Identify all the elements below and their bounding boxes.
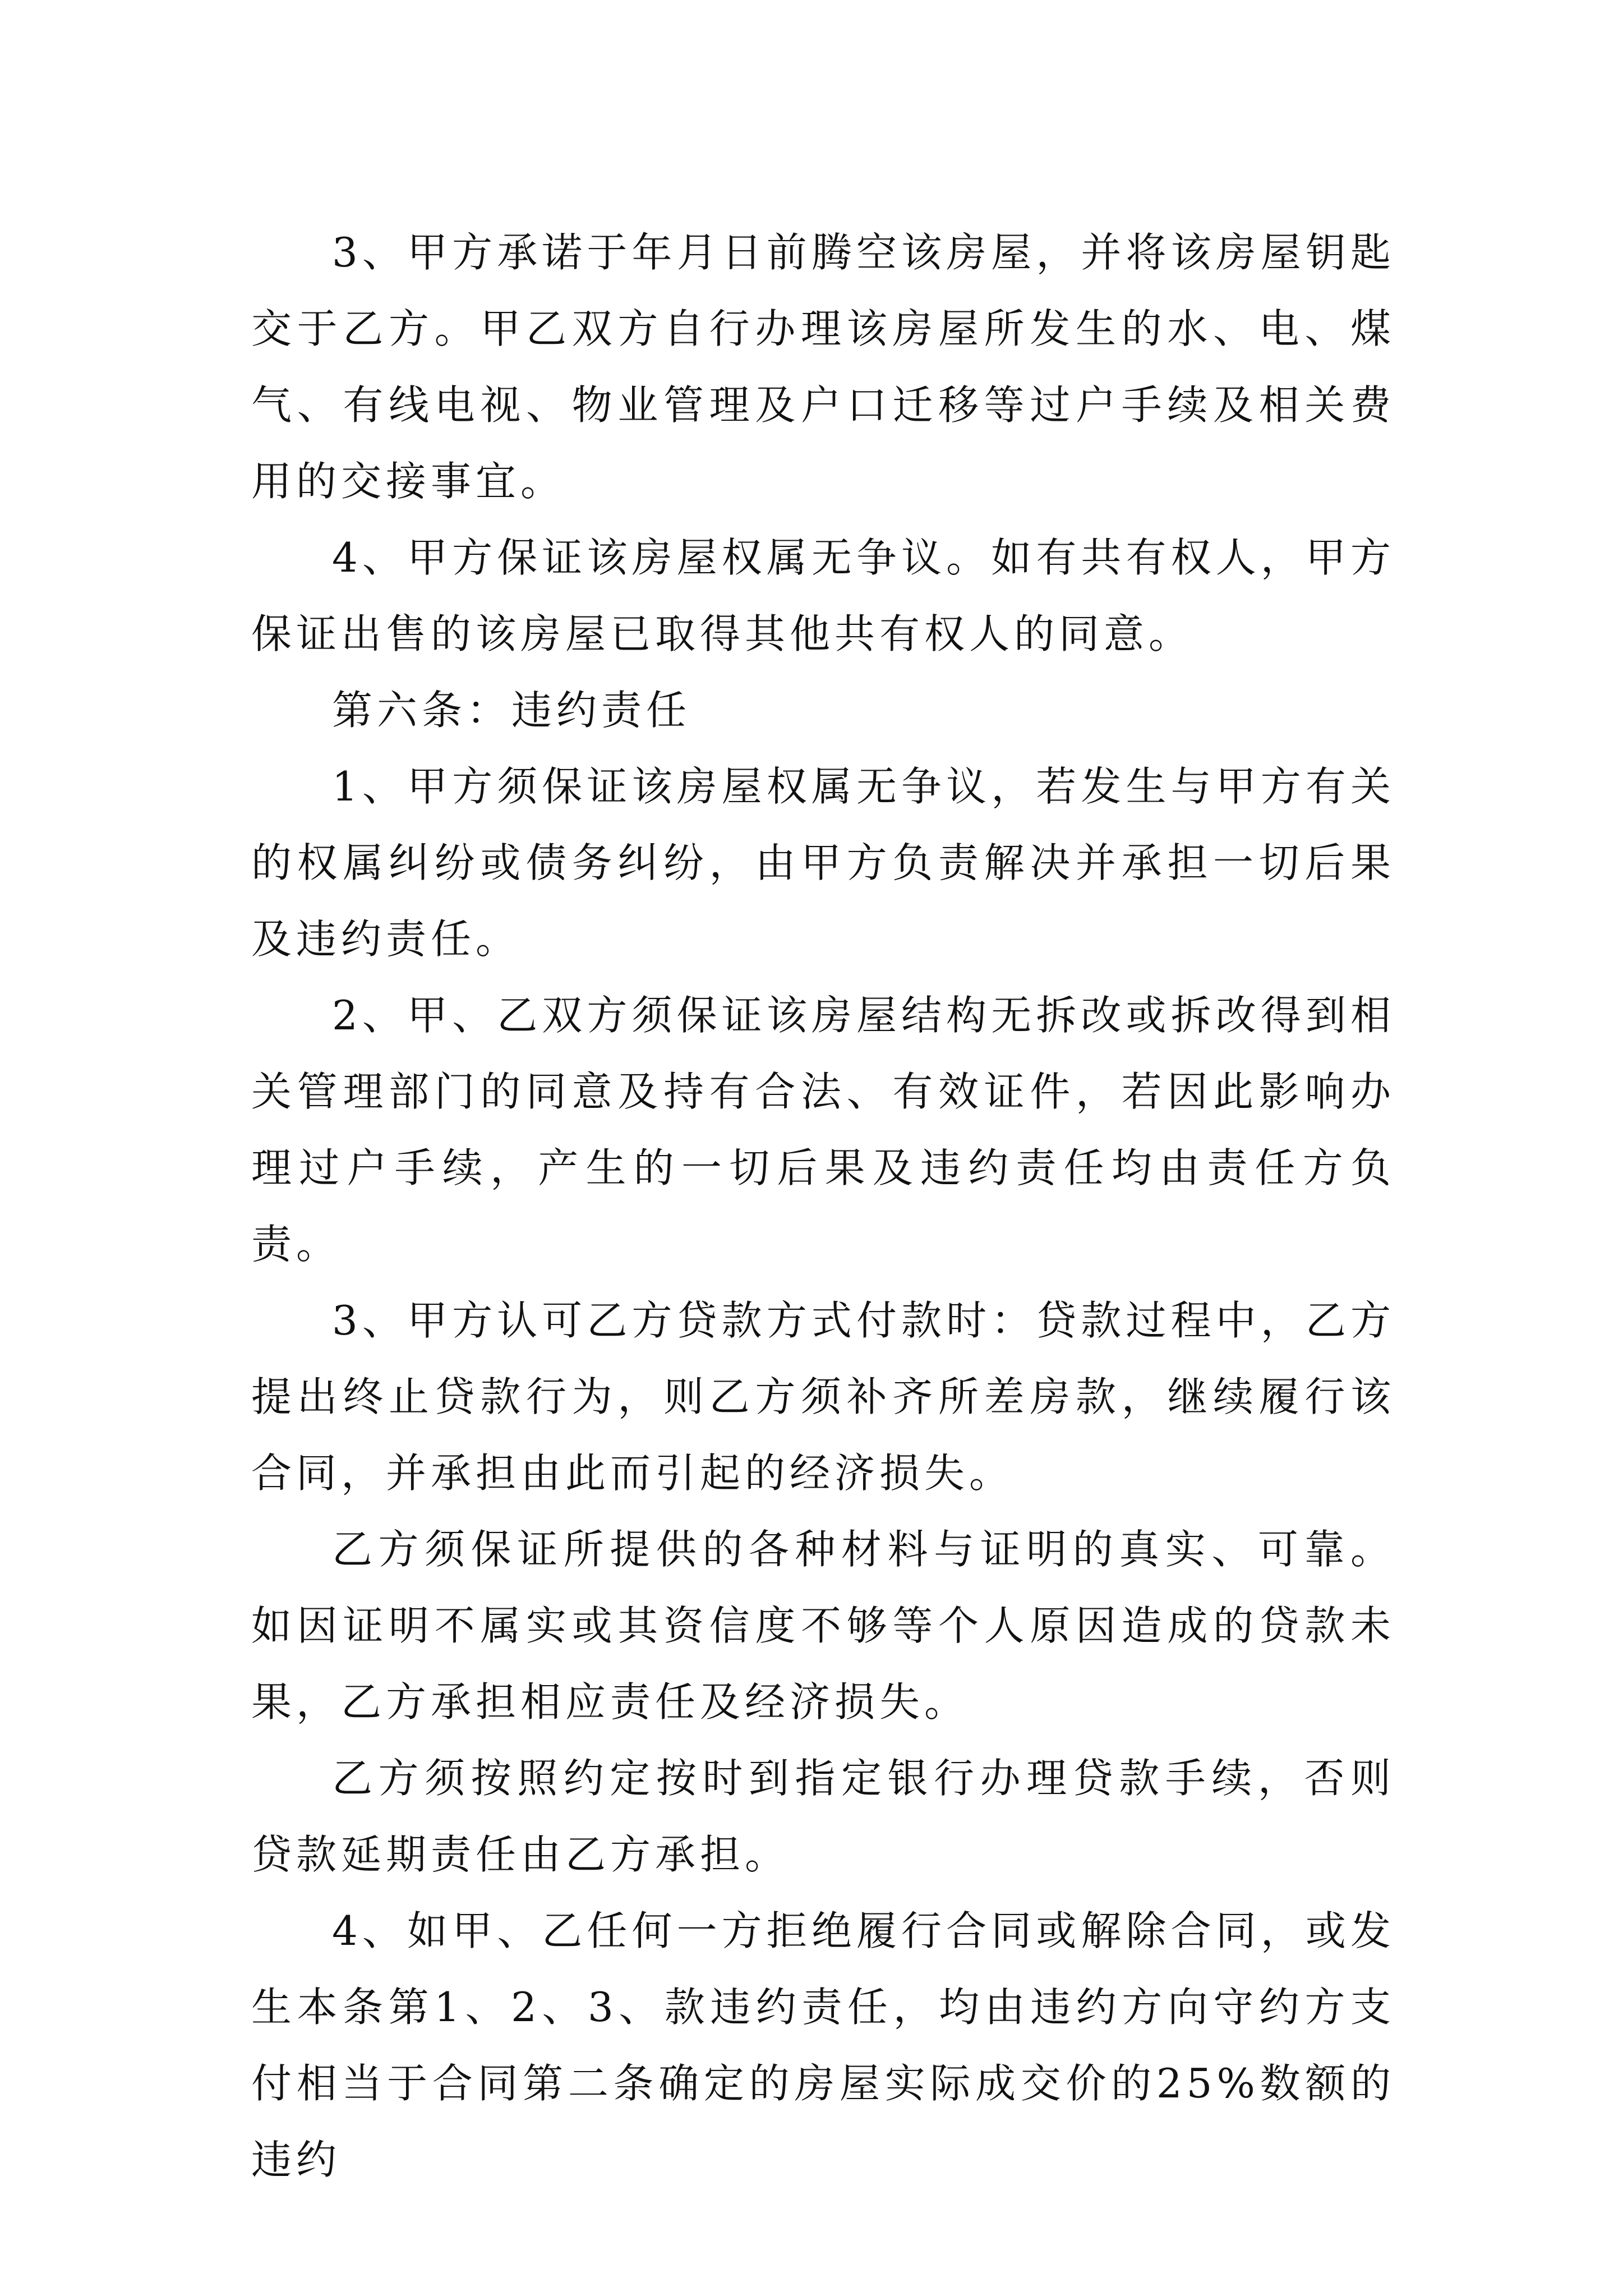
document-body (251, 214, 1395, 2198)
paragraph-liability-3: 3、甲方认可乙方贷款方式付款时：贷款过程中，乙方提出终止贷款行为，则乙方须补齐所差房款，继续履行该合同，并承担由此而引起的经济损失。 (251, 1297, 1395, 1497)
paragraph-liability-1: 1、甲方须保证该房屋权属无争议，若发生与甲方有关的权属纠纷或债务纠纷，由甲方负责解决并承担一切后果及违约责任。 (251, 763, 1395, 963)
paragraph-loan-procedure: 乙方须按照约定按时到指定银行办理贷款手续，否则贷款延期责任由乙方承担。 (251, 1755, 1395, 1878)
paragraph-clause-3-handover: 3、甲方承诺于年月日前腾空该房屋，并将该房屋钥匙交于乙方。甲乙双方自行办理该房屋所发生的水、电、煤气、有线电视、物业管理及户口迁移等过户手续及相关费用的交接事宜。 (251, 229, 1395, 505)
section-heading-article-6: 第六条：违约责任 (332, 687, 691, 734)
paragraph-liability-4: 4、如甲、乙任何一方拒绝履行合同或解除合同，或发生本条第1、2、3、款违约责任，均由违约方向守约方支付相当于合同第二条确定的房屋实际成交价的25%数额的违约 (251, 1907, 1395, 2183)
paragraph-clause-4-ownership: 4、甲方保证该房屋权属无争议。如有共有权人，甲方保证出售的该房屋已取得其他共有权人的同意。 (251, 534, 1395, 657)
paragraph-liability-2: 2、甲、乙双方须保证该房屋结构无拆改或拆改得到相关管理部门的同意及持有合法、有效证件，若因此影响办理过户手续，产生的一切后果及违约责任均由责任方负责。 (251, 992, 1395, 1268)
paragraph-loan-materials: 乙方须保证所提供的各种材料与证明的真实、可靠。如因证明不属实或其资信度不够等个人原因造成的贷款未果，乙方承担相应责任及经济损失。 (251, 1526, 1395, 1726)
